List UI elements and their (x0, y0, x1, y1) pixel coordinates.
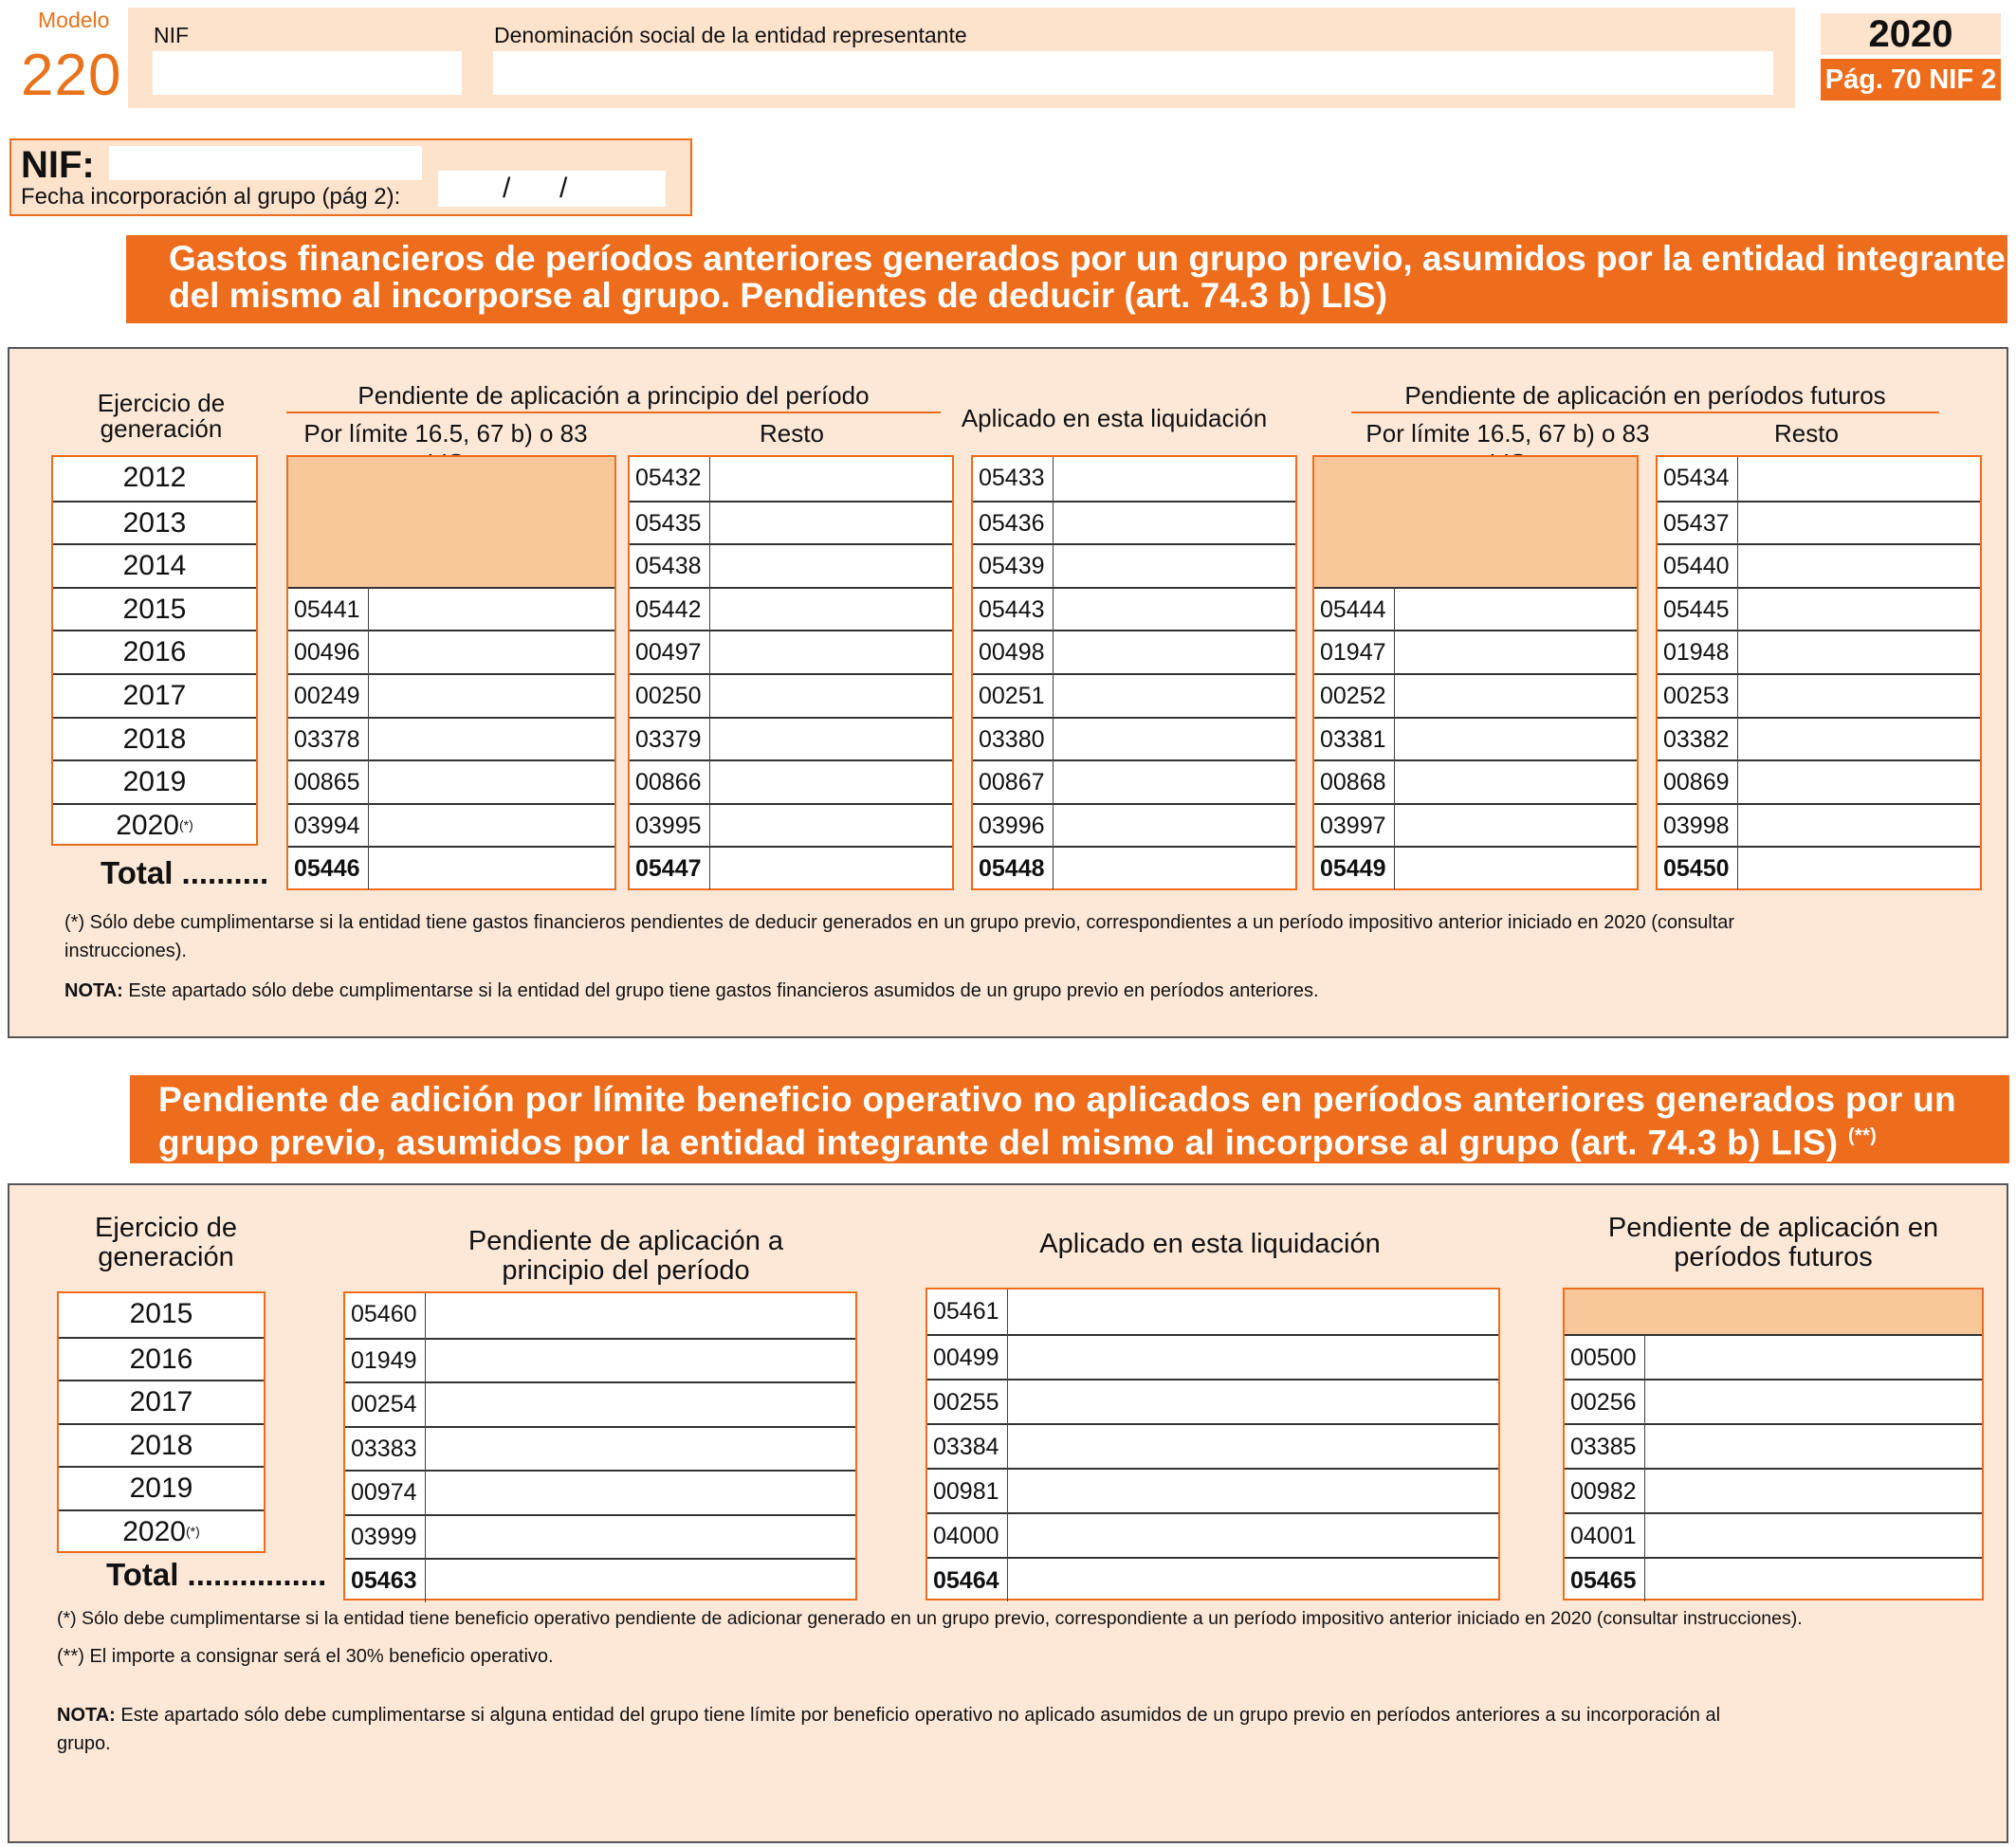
section1-panel (8, 347, 2008, 1038)
year-list (51, 455, 258, 846)
year-row: 2019 (59, 1466, 264, 1509)
year-row: 2017 (59, 1380, 264, 1423)
form-year: 2020 (1821, 13, 2001, 55)
year-row: 2016 (59, 1337, 264, 1381)
column-applied (971, 455, 1297, 890)
box-code: 05436 (979, 509, 1045, 537)
box-code: 00974 (351, 1479, 417, 1506)
amount-cell[interactable] (1658, 501, 1980, 544)
amount-cell[interactable] (1658, 630, 1980, 673)
amount-cell[interactable] (973, 501, 1295, 544)
box-code: 03382 (1663, 725, 1730, 753)
total-cell[interactable] (1565, 1557, 1982, 1601)
entity-nif-field[interactable] (109, 146, 422, 180)
section2-title-line1: Pendiente de adición por límite beneficio operativo no aplicados en períodos anteriores generados por un (158, 1080, 1956, 1119)
box-code: 05449 (1320, 855, 1386, 883)
shaded-block (288, 457, 614, 587)
applied-header: Aplicado en esta liquidación (961, 404, 1268, 432)
box-code: 00251 (979, 683, 1045, 709)
amount-cell[interactable] (345, 1470, 855, 1514)
box-code: 03383 (351, 1435, 417, 1462)
date-separator: / (559, 173, 568, 204)
amount-cell[interactable] (973, 587, 1295, 631)
section2-footnote-2: (**) El importe a consignar será el 30% beneficio operativo. (57, 1646, 554, 1667)
amount-cell[interactable] (288, 717, 614, 760)
sub-header-limit: Por límite 16.5, 67 b) o 83 (1365, 419, 1650, 448)
section1-title (126, 235, 2007, 323)
year-column-header: Ejercicio de generación (97, 389, 226, 443)
box-code: 05434 (1663, 465, 1730, 491)
total-label: Total ................ (106, 1557, 327, 1592)
amount-cell[interactable] (973, 630, 1295, 673)
box-code: 05461 (933, 1298, 999, 1325)
amount-cell[interactable] (1314, 587, 1637, 631)
applied-header: Aplicado en esta liquidación (1039, 1229, 1381, 1259)
amount-cell[interactable] (288, 759, 614, 803)
year-row: 2016 (53, 630, 256, 673)
fecha-field[interactable] (438, 171, 666, 207)
amount-cell[interactable] (630, 501, 952, 544)
total-cell[interactable] (630, 846, 952, 889)
amount-cell[interactable] (973, 673, 1295, 717)
amount-cell[interactable] (973, 543, 1295, 587)
section2-title-line2: grupo previo, asumidos por la entidad integrante del mismo al incorporse al grupo (art. 74.3 b) LIS) (**) (158, 1123, 1878, 1162)
amount-cell[interactable] (1658, 543, 1980, 587)
pending-start-header: Pendiente de aplicación a principio del período (357, 381, 870, 410)
section2-title (130, 1075, 2009, 1163)
box-code: 05440 (1663, 553, 1730, 580)
amount-cell[interactable] (1565, 1468, 1982, 1512)
column-applied (926, 1288, 1500, 1600)
amount-cell[interactable] (630, 803, 952, 847)
column-divider (368, 587, 369, 889)
box-code: 05439 (979, 553, 1045, 580)
column-divider (1007, 1289, 1008, 1601)
sub-header-limit: Por límite 16.5, 67 b) o 83 (303, 419, 588, 448)
amount-cell[interactable] (288, 803, 614, 847)
entity-box (9, 138, 692, 216)
box-code: 01947 (1320, 639, 1386, 667)
box-code: 03998 (1663, 812, 1730, 839)
amount-cell[interactable] (1658, 803, 1980, 847)
box-code: 00497 (635, 639, 702, 667)
box-code: 05435 (635, 509, 702, 537)
section2-footnote: (*) Sólo debe cumplimentarse si la entidad tiene beneficio operativo pendiente de adicionar generado en un grupo previo, correspondiente a un período impositivo anterior iniciado en 2020 (consultar instrucciones). (57, 1608, 1803, 1629)
box-code: 03995 (635, 812, 702, 839)
total-cell[interactable] (345, 1558, 855, 1602)
total-cell[interactable] (973, 846, 1295, 889)
denominacion-field[interactable] (493, 51, 1773, 95)
year-list (57, 1291, 266, 1553)
sub-header-resto: Resto (1774, 419, 1839, 448)
total-label: Total .......... (101, 855, 269, 890)
box-code: 05443 (979, 595, 1045, 623)
box-code: 00249 (294, 683, 360, 709)
year-row: 2014 (53, 543, 256, 587)
box-code: 05433 (979, 465, 1045, 491)
column-resto-start (628, 455, 954, 890)
column-pending-future (1563, 1288, 1984, 1600)
box-code: 05460 (351, 1301, 417, 1327)
amount-cell[interactable] (927, 1512, 1498, 1557)
box-code: 00867 (979, 769, 1045, 796)
box-code: 03384 (933, 1434, 999, 1460)
year-row: 2015 (129, 1298, 193, 1329)
section1-nota: NOTA: Este apartado sólo debe cumplimentarse si la entidad del grupo tiene gastos financieros asumidos de un grupo previo en períodos anteriores. (64, 980, 1319, 1001)
column-resto-future (1656, 455, 1982, 890)
header-box (128, 8, 1795, 108)
box-code: 04001 (1570, 1523, 1637, 1549)
amount-cell[interactable] (1314, 673, 1637, 717)
box-code: 03994 (294, 812, 360, 839)
box-code: 05450 (1663, 855, 1730, 883)
box-code: 05463 (351, 1567, 417, 1594)
amount-cell[interactable] (973, 717, 1295, 760)
column-divider (1053, 457, 1054, 889)
box-code: 00865 (294, 769, 360, 796)
amount-cell[interactable] (630, 717, 952, 760)
section2-panel (8, 1183, 2008, 1843)
column-limit-future (1312, 455, 1639, 890)
amount-cell[interactable] (1314, 759, 1637, 803)
denominacion-label: Denominación social de la entidad representante (494, 23, 967, 47)
amount-cell[interactable] (973, 457, 1295, 501)
box-code: 05438 (635, 553, 702, 580)
modelo-label: Modelo (38, 8, 110, 32)
box-code: 03385 (1570, 1434, 1637, 1460)
amount-cell[interactable] (630, 587, 952, 631)
box-code: 00256 (1570, 1389, 1637, 1416)
total-cell[interactable] (927, 1557, 1498, 1601)
column-divider (1644, 1334, 1645, 1601)
column-pending-start (343, 1291, 857, 1600)
box-code: 00869 (1663, 769, 1730, 796)
box-code: 03379 (635, 725, 702, 753)
box-code: 00250 (635, 683, 702, 709)
amount-cell[interactable] (1658, 457, 1980, 501)
year-row: 2018 (53, 717, 256, 760)
column-limit-start (286, 455, 616, 890)
page-label: Pág. 70 NIF 2 (1821, 59, 2001, 101)
column-divider (709, 457, 710, 889)
box-code: 00982 (1570, 1478, 1637, 1505)
amount-cell[interactable] (927, 1379, 1498, 1423)
sub-header-resto: Resto (760, 419, 824, 448)
box-code: 00253 (1663, 683, 1730, 709)
pending-future-header: Pendiente de aplicación en períodos futuros (1607, 1213, 1939, 1272)
amount-cell[interactable] (973, 759, 1295, 803)
box-code: 03378 (294, 725, 360, 753)
amount-cell[interactable] (1565, 1423, 1982, 1468)
year-row: 2020(*) (59, 1509, 264, 1553)
year-row: 2012 (122, 462, 187, 493)
box-code: 00498 (979, 639, 1045, 667)
box-code: 05446 (294, 855, 360, 883)
amount-cell[interactable] (288, 630, 614, 673)
amount-cell[interactable] (1658, 717, 1980, 760)
box-code: 03996 (979, 812, 1045, 839)
amount-cell[interactable] (345, 1514, 855, 1559)
total-cell[interactable] (1314, 846, 1637, 889)
amount-cell[interactable] (630, 457, 952, 501)
box-code: 03380 (979, 725, 1045, 753)
amount-cell[interactable] (345, 1293, 855, 1338)
year-row: 2017 (53, 673, 256, 717)
box-code: 03999 (351, 1523, 417, 1550)
shaded-block (1565, 1289, 1982, 1334)
year-row: 2019 (53, 759, 256, 803)
amount-cell[interactable] (927, 1289, 1498, 1334)
section2-nota: NOTA: Este apartado sólo debe cumplimentarse si alguna entidad del grupo tiene límite por beneficio operativo no aplicado asumidos de un grupo previo en períodos anteriores a su incorporación al grupo. (57, 1705, 1721, 1754)
amount-cell[interactable] (1658, 673, 1980, 717)
amount-cell[interactable] (1314, 630, 1637, 673)
amount-cell[interactable] (630, 759, 952, 803)
box-code: 05437 (1663, 509, 1730, 537)
pending-future-header: Pendiente de aplicación en períodos futuros (1404, 381, 1886, 410)
column-divider (425, 1293, 426, 1602)
amount-cell[interactable] (288, 673, 614, 717)
total-cell[interactable] (288, 846, 614, 889)
box-code: 00252 (1320, 683, 1386, 709)
section1-footnote: (*) Sólo debe cumplimentarse si la entidad tiene gastos financieros pendientes de deducir generados en un grupo previo, correspondientes a un período impositivo anterior iniciado en 2020 (consultar instrucciones). (64, 912, 1735, 961)
box-code: 00981 (933, 1478, 999, 1505)
amount-cell[interactable] (288, 587, 614, 631)
year-row: 2020(*) (53, 803, 256, 847)
box-code: 05464 (933, 1567, 999, 1594)
section1-title-line1: Gastos financieros de períodos anteriores generados por un grupo previo, asumidos por la entidad integrante (169, 239, 2006, 278)
year-row: 2015 (53, 587, 256, 631)
amount-cell[interactable] (1658, 587, 1980, 631)
amount-cell[interactable] (973, 803, 1295, 847)
amount-cell[interactable] (630, 543, 952, 587)
date-separator: / (503, 173, 511, 204)
box-code: 05448 (979, 855, 1045, 883)
year-row: 2013 (53, 501, 256, 544)
year-column-header: Ejercicio de generación (95, 1213, 237, 1272)
box-code: 04000 (933, 1523, 999, 1549)
box-code: 00500 (1570, 1344, 1637, 1371)
box-code: 05432 (635, 465, 702, 491)
box-code: 05444 (1320, 595, 1386, 623)
shaded-block (1314, 457, 1637, 587)
box-code: 05442 (635, 595, 702, 623)
box-code: 00496 (294, 639, 360, 667)
box-code: 00866 (635, 769, 702, 796)
amount-cell[interactable] (345, 1338, 855, 1382)
entity-nif-label: NIF: (21, 144, 95, 186)
amount-cell[interactable] (1565, 1379, 1982, 1423)
amount-cell[interactable] (345, 1426, 855, 1471)
box-code: 00254 (351, 1391, 417, 1417)
column-divider (1737, 457, 1738, 889)
box-code: 05465 (1570, 1567, 1637, 1594)
amount-cell[interactable] (927, 1468, 1498, 1512)
amount-cell[interactable] (1314, 803, 1637, 847)
modelo-number: 220 (21, 43, 122, 108)
amount-cell[interactable] (927, 1423, 1498, 1468)
column-divider (1394, 587, 1395, 889)
fecha-label: Fecha incorporación al grupo (pág 2): (21, 184, 401, 210)
header-nif-field[interactable] (153, 51, 462, 95)
section1-title-line2: del mismo al incorporse al grupo. Pendientes de deducir (art. 74.3 b) LIS) (169, 276, 1388, 315)
pending-start-header: Pendiente de aplicación a principio del período (467, 1226, 784, 1286)
amount-cell[interactable] (1565, 1334, 1982, 1379)
box-code: 01949 (351, 1346, 417, 1374)
box-code: 05447 (635, 855, 702, 883)
year-row: 2018 (59, 1423, 264, 1467)
amount-cell[interactable] (1658, 759, 1980, 803)
amount-cell[interactable] (630, 673, 952, 717)
total-cell[interactable] (1658, 846, 1980, 889)
amount-cell[interactable] (1314, 717, 1637, 760)
box-code: 05441 (294, 595, 360, 623)
box-code: 03997 (1320, 812, 1386, 839)
box-code: 01948 (1663, 639, 1730, 667)
amount-cell[interactable] (927, 1334, 1498, 1379)
header-underline (1351, 411, 1939, 413)
nif-header-label: NIF (154, 23, 190, 47)
box-code: 03381 (1320, 725, 1386, 753)
header-underline (286, 411, 941, 413)
box-code: 00499 (933, 1344, 999, 1371)
amount-cell[interactable] (345, 1381, 855, 1426)
box-code: 00868 (1320, 769, 1386, 796)
amount-cell[interactable] (1565, 1512, 1982, 1557)
box-code: 00255 (933, 1389, 999, 1416)
amount-cell[interactable] (630, 630, 952, 673)
box-code: 05445 (1663, 595, 1730, 623)
